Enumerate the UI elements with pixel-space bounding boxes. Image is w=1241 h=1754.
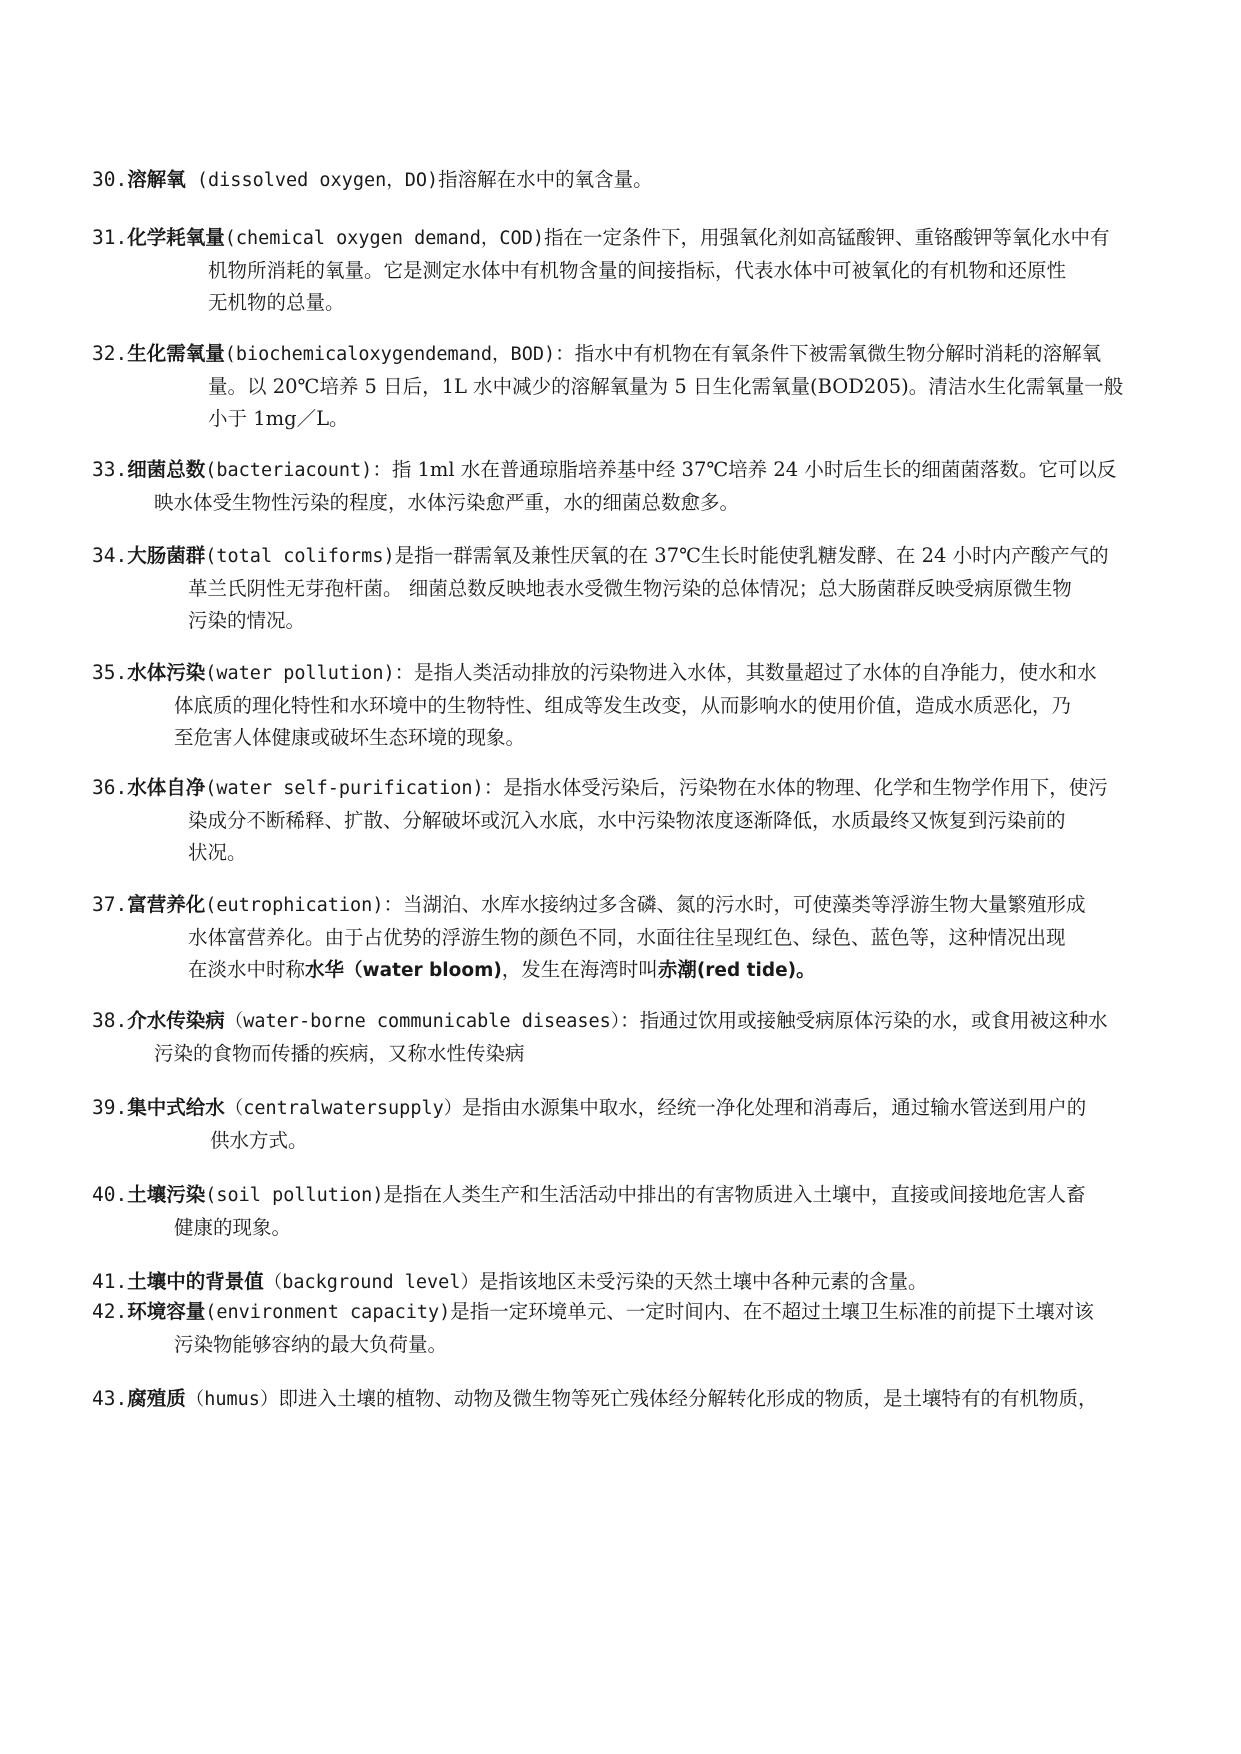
definition-text: 是指该地区未受污染的天然土壤中各种元素的含量。 xyxy=(478,1270,928,1293)
entry-number: 43. xyxy=(92,1387,128,1410)
term: 细菌总数 xyxy=(127,458,206,481)
definition-34 xyxy=(92,540,1182,637)
term-water-bloom: 水华 xyxy=(305,958,345,981)
entry-number: 32. xyxy=(92,342,128,365)
definition-42 xyxy=(92,1296,1182,1361)
entry-number: 30. xyxy=(92,168,128,191)
entry-number: 33. xyxy=(92,458,128,481)
entry-number: 42. xyxy=(92,1300,128,1323)
term: 水体污染 xyxy=(127,661,206,684)
term-english: (environment capacity) xyxy=(205,1302,451,1323)
definition-32 xyxy=(92,338,1182,435)
definition-text-line xyxy=(92,954,1182,987)
definition-text: 是指由水源集中取水，经统一净化处理和消毒后，通过输水管送到用户的 xyxy=(462,1096,1087,1119)
term-red-tide-english: (red tide) xyxy=(696,960,797,981)
definition-text: 指溶解在水中的氧含量。 xyxy=(438,168,653,191)
term: 环境容量 xyxy=(127,1300,206,1323)
definition-text: 。 xyxy=(796,958,816,981)
definition-text: 是指一定环境单元、一定时间内、在不超过土壤卫生标准的前提下土壤对该 xyxy=(450,1300,1094,1323)
term-red-tide: 赤潮 xyxy=(657,958,697,981)
definition-text: 体底质的理化特性和水环境中的生物特性、组成等发生改变，从而影响水的使用价值，造成水质恶化，乃 xyxy=(174,694,1072,717)
definition-text: 映水体受生物性污染的程度，水体污染愈严重，水的细菌总数愈多。 xyxy=(154,491,740,514)
entry-number: 34. xyxy=(92,544,128,567)
term: 大肠菌群 xyxy=(127,544,206,567)
term: 生化需氧量 xyxy=(127,342,225,365)
term-english: (chemical oxygen demand，COD) xyxy=(224,228,544,249)
term: 土壤中的背景值 xyxy=(127,1270,264,1293)
term: 腐殖质 xyxy=(127,1387,186,1410)
definition-text: 染成分不断稀释、扩散、分解破坏或沉入水底，水中污染物浓度逐渐降低，水质最终又恢复到污染前的 xyxy=(188,809,1066,832)
term-english: (water pollution) xyxy=(205,663,395,684)
entry-number: 37. xyxy=(92,893,128,916)
term: 集中式给水 xyxy=(127,1096,225,1119)
definition-text: 在淡水中时称 xyxy=(188,958,306,981)
definition-text: 水体富营养化。由于占优势的浮游生物的颜色不同，水面往往呈现红色、绿色、蓝色等，这种情况出现 xyxy=(188,926,1066,949)
definition-text: ：当湖泊、水库水接纳过多含磷、氮的污水时，可使藻类等浮游生物大量繁殖形成 xyxy=(383,893,1086,916)
definition-40 xyxy=(92,1179,1182,1244)
definition-43 xyxy=(92,1383,1182,1416)
definition-text: 是指在人类生产和生活活动中排出的有害物质进入土壤中，直接或间接地危害人畜 xyxy=(383,1183,1086,1206)
definition-text: 是指一群需氧及兼性厌氧的在 37℃生长时能使乳糖发酵、在 24 小时内产酸产气的 xyxy=(394,544,1109,567)
definition-text: 健康的现象。 xyxy=(174,1216,292,1239)
definition-text: 供水方式。 xyxy=(210,1129,308,1152)
definition-41 xyxy=(92,1266,1182,1299)
definition-text: 无机物的总量。 xyxy=(208,291,345,314)
definition-text: ：是指人类活动排放的污染物进入水体，其数量超过了水体的自净能力，使水和水 xyxy=(394,661,1097,684)
term: 溶解氧 xyxy=(127,168,186,191)
term-water-bloom-english: （water bloom) xyxy=(344,960,502,981)
definition-36 xyxy=(92,772,1182,869)
term: 化学耗氧量 xyxy=(127,226,225,249)
definition-38 xyxy=(92,1005,1182,1070)
term: 介水传染病 xyxy=(127,1009,225,1032)
term-english: （water-borne communicable diseases） xyxy=(224,1011,621,1032)
term-english: (dissolved oxygen，DO) xyxy=(185,170,439,191)
entry-number: 35. xyxy=(92,661,128,684)
definition-text: 量。以 20℃培养 5 日后，1L 水中减少的溶解氧量为 5 日生化需氧量(BOD205)。清洁水生化需氧量一般 xyxy=(208,375,1124,398)
entry-number: 31. xyxy=(92,226,128,249)
definition-39 xyxy=(92,1092,1182,1157)
entry-number: 40. xyxy=(92,1183,128,1206)
definition-text: 机物所消耗的氧量。它是测定水体中有机物含量的间接指标，代表水体中可被氧化的有机物和还原性 xyxy=(208,259,1067,282)
definition-text: ：指水中有机物在有氧条件下被需氧微生物分解时消耗的溶解氧 xyxy=(555,342,1102,365)
term-english: （centralwatersupply） xyxy=(224,1098,463,1119)
term: 土壤污染 xyxy=(127,1183,206,1206)
entry-number: 36. xyxy=(92,776,128,799)
term: 富营养化 xyxy=(127,893,206,916)
term-english: （humus） xyxy=(185,1389,279,1410)
definition-31 xyxy=(92,222,1182,319)
definition-text: ：指通过饮用或接触受病原体污染的水，或食用被这种水 xyxy=(620,1009,1108,1032)
definition-text: 指在一定条件下，用强氧化剂如高锰酸钾、重铬酸钾等氧化水中有 xyxy=(543,226,1110,249)
definition-text: ：指 1ml 水在普通琼脂培养基中经 37℃培养 24 小时后生长的细菌菌落数。它可以反 xyxy=(372,458,1117,481)
definition-33 xyxy=(92,454,1182,519)
entry-number: 39. xyxy=(92,1096,128,1119)
term: 水体自净 xyxy=(127,776,206,799)
definition-text: 小于 1mg／L。 xyxy=(208,407,349,430)
term-english: (total coliforms) xyxy=(205,546,395,567)
definition-text: ：是指水体受污染后，污染物在水体的物理、化学和生物学作用下，使污 xyxy=(483,776,1108,799)
definition-text: 至危害人体健康或破坏生态环境的现象。 xyxy=(174,726,526,749)
definition-text: 状况。 xyxy=(188,841,247,864)
term-english: (water self-purification) xyxy=(205,778,484,799)
entry-number: 38. xyxy=(92,1009,128,1032)
definition-35 xyxy=(92,657,1182,754)
definition-text: 污染物能够容纳的最大负荷量。 xyxy=(174,1333,448,1356)
term-english: (bacteriacount) xyxy=(205,460,373,481)
entry-number: 41. xyxy=(92,1270,128,1293)
term-english: (eutrophication) xyxy=(205,895,384,916)
definition-text: 污染的情况。 xyxy=(188,609,306,632)
definition-text: 革兰氏阴性无芽孢杆菌。 细菌总数反映地表水受微生物污染的总体情况；总大肠菌群反映受病原微生物 xyxy=(188,577,1072,600)
definition-text: ，发生在海湾时叫 xyxy=(501,958,658,981)
definition-30 xyxy=(92,164,1182,197)
term-english: (soil pollution) xyxy=(205,1185,384,1206)
term-english: （background level） xyxy=(263,1272,479,1293)
term-english: (biochemicaloxygendemand，BOD) xyxy=(224,344,556,365)
definition-text: 污染的食物而传播的疾病，又称水性传染病 xyxy=(154,1042,525,1065)
definition-text: 即进入土壤的植物、动物及微生物等死亡残体经分解转化形成的物质，是土壤特有的有机物质， xyxy=(278,1387,1098,1410)
definition-37 xyxy=(92,889,1182,987)
